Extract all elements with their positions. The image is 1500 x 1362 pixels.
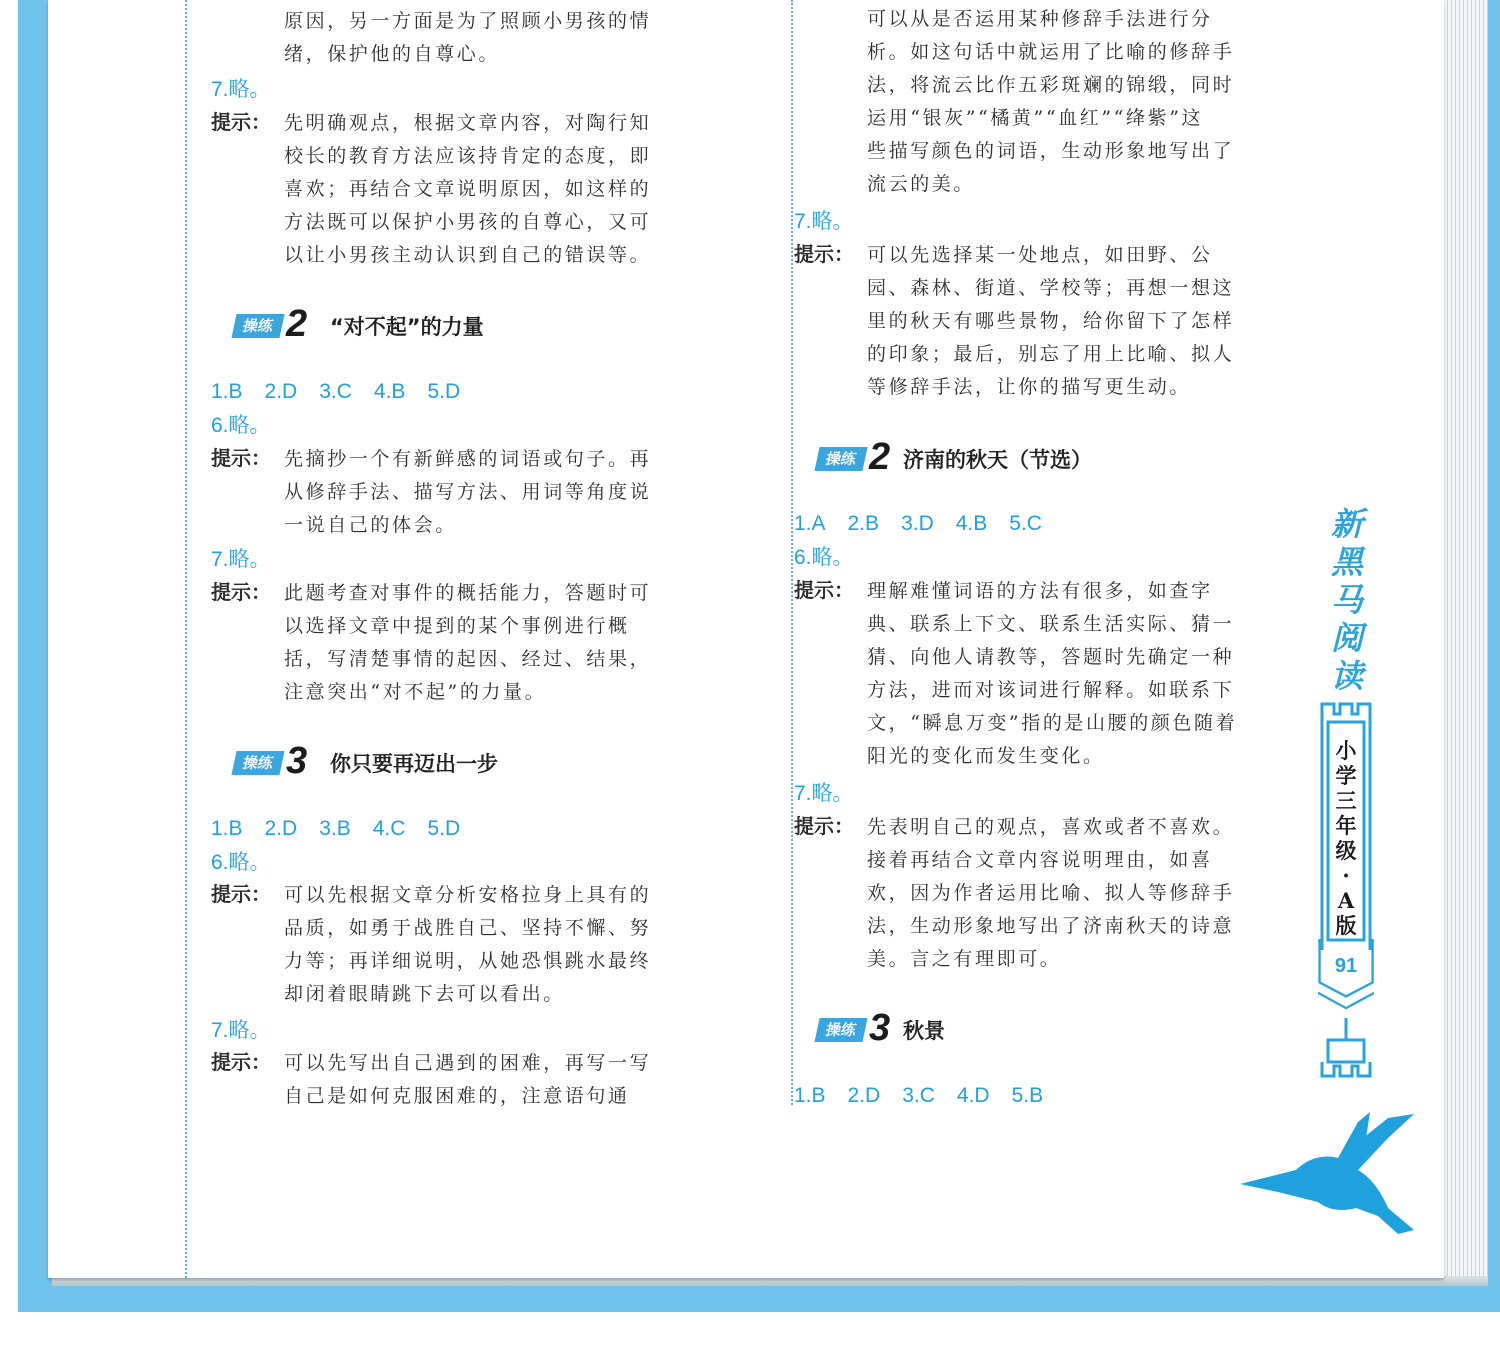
question-7-answer: 7.略。 [794,210,854,233]
grade-label [1330,738,1362,938]
section-heading [234,303,634,348]
text-line: 先摘抄一个有新鲜感的词语或句子。再 [284,448,652,470]
hummingbird-icon [1238,1108,1422,1236]
text-line: 欢，因为作者运用比喻、拟人等修辞手 [867,882,1235,904]
section-heading [817,436,1237,481]
text-line: 的印象；最后，别忘了用上比喻、拟人 [867,343,1235,365]
text-line: 一说自己的体会。 [284,514,457,536]
text-line: 原因，另一方面是为了照顾小男孩的情 [284,10,652,32]
answer-item: 4.B [373,380,406,403]
answer-item: 2.D [847,1084,881,1107]
series-title [1325,505,1369,695]
grade-char: 级 [1335,838,1357,863]
grade-char: 学 [1335,763,1357,788]
series-char: 黑 [1330,543,1363,581]
text-line: 喜欢；再结合文章说明原因，如这样的 [284,178,652,200]
practice-tag: 操练 [814,447,867,471]
text-line: 流云的美。 [867,173,976,195]
answer-item: 3.B [319,817,351,840]
answer-item: 3.D [901,512,934,535]
text-line: 典、联系上下文、联系生活实际、猜一 [867,613,1235,635]
text-line: 括，写清楚事情的起因、经过、结果， [284,648,652,670]
text-line: 先表明自己的观点，喜欢或者不喜欢。 [867,816,1235,838]
answer-item: 5.C [1009,512,1042,535]
tip-label: 提示： [211,884,271,906]
text-line: 可以先写出自己遇到的困难，再写一写 [284,1052,652,1074]
text-line: 等修辞手法，让你的描写更生动。 [867,376,1192,398]
tip-label: 提示： [211,582,271,604]
answer-item: 1.B [794,1084,826,1107]
answer-row [211,375,482,408]
answer-item: 5.B [1011,1084,1044,1107]
section-number: 3 [286,740,308,782]
text-line: 以让小男孩主动认识到自己的错误等。 [284,244,652,266]
text-line: 接着再结合文章内容说明理由，如喜 [867,849,1213,871]
answer-item: 2.D [264,817,298,840]
text-line: 法，将流云比作五彩斑斓的锦缎，同时 [867,74,1235,96]
text-line: 理解难懂词语的方法有很多，如查字 [867,580,1213,602]
text-line: 美。言之有理即可。 [867,948,1062,970]
answer-item: 3.C [902,1084,935,1107]
tip-label: 提示： [211,448,271,470]
answer-item: 4.D [956,1084,990,1107]
answer-item: 1.A [794,512,826,535]
text-line: 却闭着眼睛跳下去可以看出。 [284,983,565,1005]
tip-label: 提示： [794,244,854,266]
text-line: 注意突出“对不起”的力量。 [284,681,547,703]
text-line: 些描写颜色的词语，生动形象地写出了 [867,140,1235,162]
answer-item: 1.B [211,380,243,403]
text-line: 此题考查对事件的概括能力，答题时可 [284,582,652,604]
section-number: 2 [286,303,308,345]
answer-item: 5.D [427,380,461,403]
practice-tag: 操练 [231,751,284,775]
text-line: 校长的教育方法应该持肯定的态度，即 [284,145,652,167]
page-number: 91 [1334,955,1358,977]
text-line: 自己是如何克服困难的，注意语句通 [284,1085,630,1107]
text-line: 先明确观点，根据文章内容，对陶行知 [284,112,652,134]
answer-item: 1.B [211,817,243,840]
section-title: 济南的秋天（节选） [903,448,1092,472]
answer-item: 4.C [372,817,406,840]
section-number: 3 [869,1007,891,1049]
text-line: 运用“银灰”“橘黄”“血红”“绛紫”这 [867,107,1204,129]
section-title: “对不起”的力量 [330,315,484,339]
text-line: 园、森林、街道、学校等；再想一想这 [867,277,1235,299]
text-line: 品质，如勇于战胜自己、坚持不懈、努 [284,917,652,939]
answer-item: 2.D [264,380,298,403]
answer-row [794,507,1064,540]
answer-page [48,0,1444,1278]
answer-item: 5.D [427,817,461,840]
page-stack-edge [1440,0,1488,1285]
text-line: 方法，进而对该词进行解释。如联系下 [867,679,1235,701]
series-char: 马 [1330,581,1363,619]
text-line: 以选择文章中提到的某个事例进行概 [284,615,630,637]
question-6-answer: 6.略。 [211,414,271,437]
section-heading [817,1007,1117,1052]
text-line: 方法既可以保护小男孩的自尊心，又可 [284,211,652,233]
tip-label: 提示： [211,1052,271,1074]
text-line: 力等；再详细说明，从她恐惧跳水最终 [284,950,652,972]
text-line: 可以从是否运用某种修辞手法进行分 [867,8,1213,30]
text-line: 析。如这句话中就运用了比喻的修辞手 [867,41,1235,63]
series-char: 新 [1330,505,1363,543]
text-line: 猜、向他人请教等，答题时先确定一种 [867,646,1235,668]
section-number: 2 [869,436,891,478]
text-line: 可以先根据文章分析安格拉身上具有的 [284,884,652,906]
series-char: 读 [1330,657,1363,695]
text-line: 绪，保护他的自尊心。 [284,43,501,65]
section-title: 你只要再迈出一步 [330,752,498,776]
answer-item: 2.B [847,512,880,535]
grade-char: 年 [1335,813,1357,838]
text-line: 里的秋天有哪些景物，给你留下了怎样 [867,310,1235,332]
question-7-answer: 7.略。 [794,782,854,805]
answer-row [211,812,482,845]
text-line: 法，生动形象地写出了济南秋天的诗意 [867,915,1235,937]
question-7-answer: 7.略。 [211,1019,271,1042]
text-line: 从修辞手法、描写方法、用词等角度说 [284,481,652,503]
tip-label: 提示： [794,580,854,602]
question-6-answer: 6.略。 [211,851,271,874]
grade-char: 小 [1335,738,1357,763]
tip-label: 提示： [794,816,854,838]
series-char: 阅 [1330,619,1363,657]
answer-item: 3.C [319,380,352,403]
section-heading [234,740,634,785]
text-line: 可以先选择某一处地点，如田野、公 [867,244,1213,266]
grade-char: 三 [1335,788,1357,813]
question-7-answer: 7.略。 [211,548,271,571]
section-title: 秋景 [903,1019,945,1043]
grade-char: 版 [1335,913,1357,938]
tip-label: 提示： [211,112,271,134]
answer-item: 4.B [955,512,988,535]
question-7-answer: 7.略。 [211,78,271,101]
practice-tag: 操练 [231,314,284,338]
question-6-answer: 6.略。 [794,546,854,569]
practice-tag: 操练 [814,1018,867,1042]
text-line: 阳光的变化而发生变化。 [867,745,1105,767]
margin-dotted-line [185,0,187,1278]
grade-char: · [1342,863,1350,888]
column-divider [791,0,793,1105]
text-line: 文，“瞬息万变”指的是山腰的颜色随着 [867,712,1238,734]
answer-row [794,1079,1065,1112]
grade-char: A [1337,888,1355,913]
